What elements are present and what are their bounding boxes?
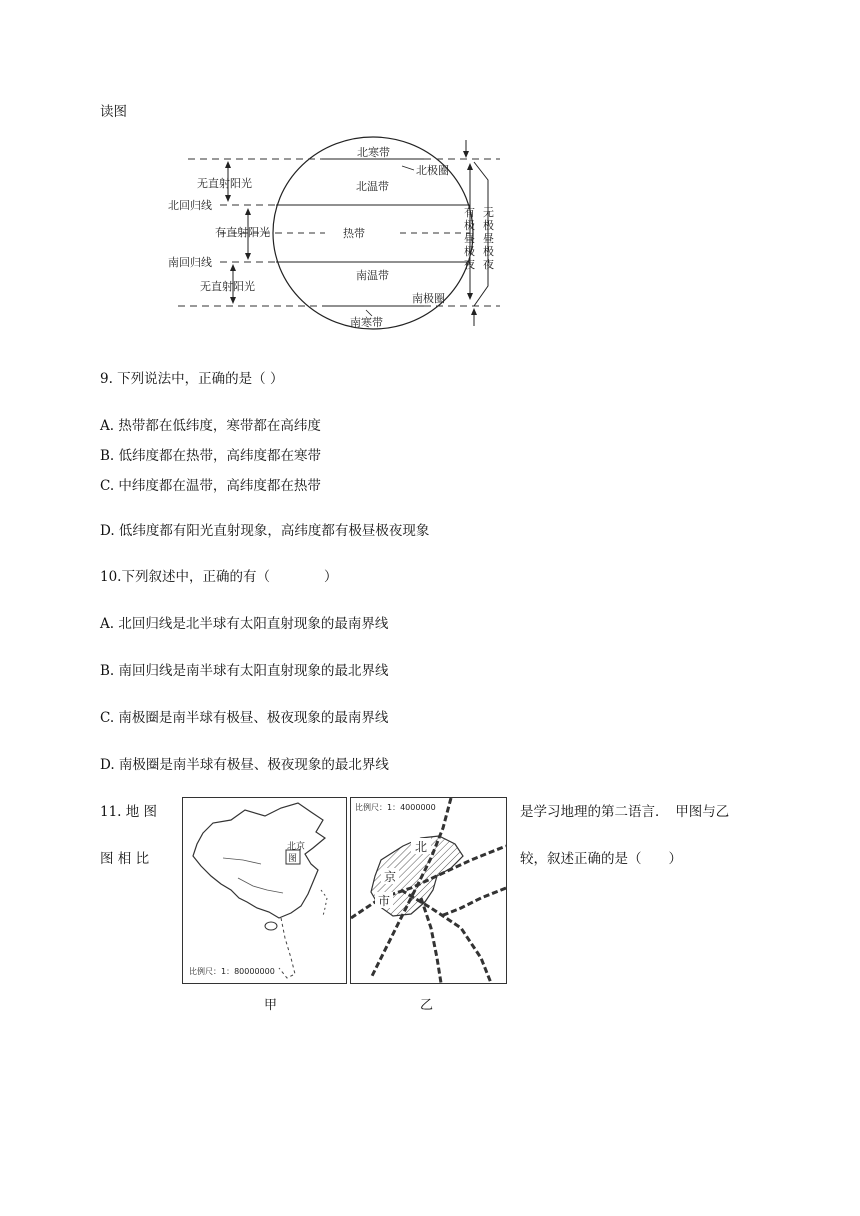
map-a-caption: 甲 <box>264 998 278 1013</box>
label-no-direct-sun-top: 无直射阳光 <box>197 177 252 190</box>
label-north-cold-zone: 北寒带 <box>357 146 390 159</box>
polar-v-1: 有 <box>464 206 475 219</box>
map-a-china <box>182 797 347 984</box>
china-outline <box>193 803 325 918</box>
q11-stem-left-1: 11. 地 图 <box>100 804 158 820</box>
q9-option-a: A. 热带都在低纬度，寒带都在高纬度 <box>100 418 321 434</box>
map-a-scale: 比例尺：1：80000000 <box>189 967 275 976</box>
q10-option-b: B. 南回归线是南半球有太阳直射现象的最北界线 <box>100 663 389 679</box>
map-b-caption: 乙 <box>420 998 434 1013</box>
q10-option-c: C. 南极圈是南半球有极昼、极夜现象的最南界线 <box>100 710 389 726</box>
q10-option-d: D. 南极圈是南半球有极昼、极夜现象的最北界线 <box>100 757 389 773</box>
railway-5 <box>441 888 506 916</box>
no-polar-v-1: 无 <box>483 206 494 219</box>
label-south-cold-zone: 南寒带 <box>350 316 383 329</box>
label-no-direct-sun-bottom: 无直射阳光 <box>200 280 255 293</box>
q9-stem: 9. 下列说法中，正确的是（ ） <box>100 371 284 387</box>
map-b-bei: 北 <box>415 840 428 854</box>
label-arctic-circle: 北极圈 <box>416 164 449 177</box>
q10-stem: 10.下列叙述中，正确的有（ ） <box>100 569 338 585</box>
map-b-jing: 京 <box>384 870 397 884</box>
railway-4 <box>421 898 441 983</box>
label-north-temperate-zone: 北温带 <box>356 180 389 193</box>
label-tropical-zone: 热带 <box>343 227 365 240</box>
polar-v-2: 极 <box>464 219 475 232</box>
polar-v-3: 昼 <box>464 232 475 245</box>
polar-v-5: 夜 <box>464 258 475 271</box>
climate-zones-diagram <box>0 0 860 340</box>
label-tropic-of-cancer: 北回归线 <box>168 199 212 212</box>
no-polar-v-5: 夜 <box>483 258 494 271</box>
q9-option-b: B. 低纬度都在热带，高纬度都在寒带 <box>100 448 322 464</box>
label-antarctic-circle: 南极圈 <box>412 292 445 305</box>
intro-text: 读图 <box>100 104 127 120</box>
q9-option-c: C. 中纬度都在温带，高纬度都在热带 <box>100 478 321 494</box>
q10-option-a: A. 北回归线是北半球有太阳直射现象的最南界线 <box>100 616 389 632</box>
map-b-beijing <box>350 797 507 984</box>
map-a-tu: 图 <box>288 854 298 864</box>
map-b-shi: 市 <box>378 894 391 908</box>
label-has-direct-sun: 有直射阳光 <box>215 226 270 239</box>
q9-option-d: D. 低纬度都有阳光直射现象，高纬度都有极昼极夜现象 <box>100 523 430 539</box>
no-polar-v-3: 昼 <box>483 232 494 245</box>
no-polar-v-4: 极 <box>483 245 494 258</box>
map-a-beijing: 北京 <box>287 842 306 852</box>
q11-stem-left-2: 图 相 比 <box>100 851 150 867</box>
q11-stem-right-2: 较，叙述正确的是（ ） <box>520 851 682 867</box>
south-china-sea-outline <box>279 918 295 978</box>
map-b-scale: 比例尺：1：4000000 <box>355 803 436 812</box>
no-polar-v-2: 极 <box>483 219 494 232</box>
label-south-temperate-zone: 南温带 <box>356 269 389 282</box>
label-tropic-of-capricorn: 南回归线 <box>168 256 212 269</box>
polar-v-4: 极 <box>464 245 475 258</box>
q11-stem-right-1: 是学习地理的第二语言． 甲图与乙 <box>520 804 730 820</box>
